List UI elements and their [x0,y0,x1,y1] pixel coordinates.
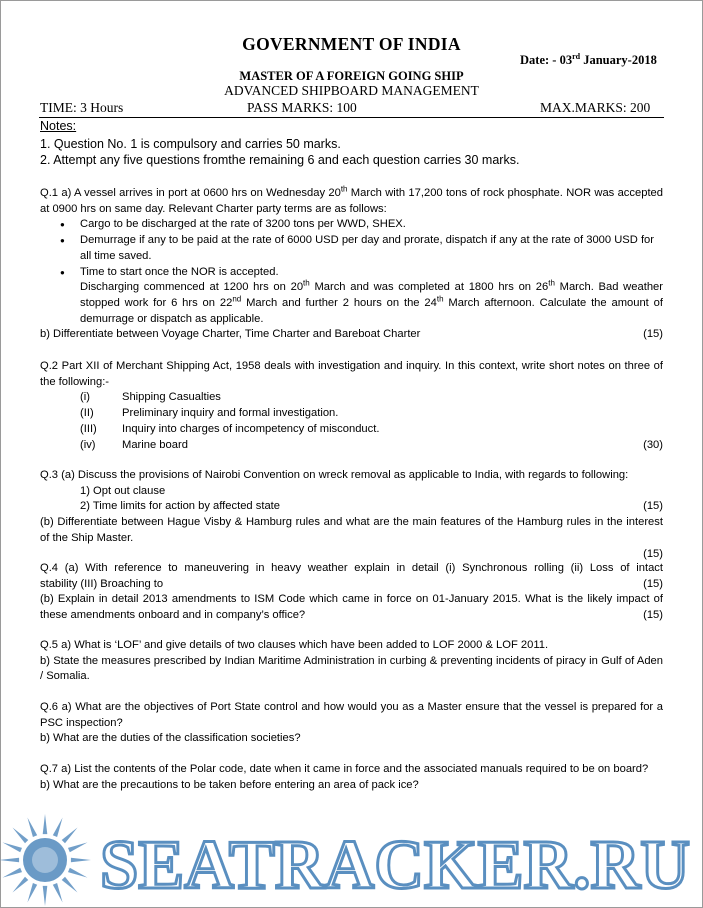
pass-marks: PASS MARKS: 100 [247,100,357,115]
q3-part-a: Q.3 (a) Discuss the provisions of Nairobi Convention on wreck removal as applicable to India, with regards to following: [40,469,629,481]
exam-time: TIME: 3 Hours [40,100,124,115]
max-marks: MAX.MARKS: 200 [540,100,651,115]
q4-part-a: Q.4 (a) With reference to maneuvering in heavy weather explain in detail (i) Synchronous rolling (ii) Loss of intact [40,562,663,574]
marks: (15) [643,547,663,560]
q1-intro: Q.1 a) A vessel arrives in port at 0600 hrs on Wednesday 20th March with 17,200 tons of rock phosphate. NOR was accepted at 0900 hrs on same day. Relevant Charter party terms are as follows: [40,184,663,215]
q2-item: (II) Preliminary inquiry and formal investigation. [80,407,339,420]
q1-bullet: ● Time to start once the NOR is accepted. [40,265,663,281]
q6-part-b: b) What are the duties of the classification societies? [40,732,301,745]
q7-part-b: b) What are the precautions to be taken before entering an area of pack ice? [40,778,419,791]
marks: (15) [643,328,663,341]
marks: (15) [643,609,663,622]
question-1 [40,186,663,343]
header-divider [39,117,664,118]
q3-sub-item: 2) Time limits for action by affected state (15) [40,499,663,515]
q2-intro: Q.2 Part XII of Merchant Shipping Act, 1958 deals with investigation and inquiry. In this context, write short notes on three of the following:- [40,360,663,388]
exam-name: MASTER OF A FOREIGN GOING SHIP [239,69,464,83]
q2-item: (III) Inquiry into charges of incompetency of misconduct. [80,422,380,435]
q4-part-b: (b) Explain in detail 2013 amendments to ISM Code which came in force on 01-January 2015. What is the likely impact of [40,593,663,606]
question-7 [40,762,663,793]
q1-bullet: ● Cargo to be discharged at the rate of 3200 tons per WWD, SHEX. [40,217,663,233]
exam-subject: ADVANCED SHIPBOARD MANAGEMENT [224,83,479,98]
notes-heading: Notes: [40,119,77,133]
note-item: 1. Question No. 1 is compulsory and carries 50 marks. [40,137,341,151]
q1-bullet: ● Demurrage if any to be paid at the rate of 6000 USD per day and prorate, dispatch if any at the rate of 3000 USD for all time saved. [40,233,663,264]
q1-part-b: b) Differentiate between Voyage Charter, Time Charter and Bareboat Charter (15) [40,327,663,343]
question-5 [40,638,663,685]
q3-sub-item: 1) Opt out clause [80,484,166,497]
q5-part-b: b) State the measures prescribed by Indian Maritime Administration in curbing & preventing incidents of piracy in Gulf of Aden / Somalia. [40,654,663,683]
note-item: 2. Attempt any five questions fromthe remaining 6 and each question carries 30 marks. [40,153,520,167]
q3-part-b: (b) Differentiate between Hague Visby & Hamburg rules and what are the main features of the Hamburg rules in the interest of the Ship Master. [40,516,663,544]
question-3 [40,468,663,562]
question-2 [40,359,663,453]
q4-part-b-cont: these amendments onboard and in company’s office? (15) [40,608,663,624]
q4-part-a-cont: stability (III) Broaching to (15) [40,577,663,593]
watermark-text: SEATRACKER.RU [100,827,690,904]
page-title: GOVERNMENT OF INDIA [242,34,461,54]
marks: (30) [643,438,663,451]
exam-date: Date: - 03rd January-2018 [520,51,657,67]
marks: (15) [643,500,663,513]
seatracker-watermark [0,800,703,908]
marks: (15) [643,577,663,590]
q2-item: (iv) Marine board (30) [40,438,663,454]
q6-part-a: Q.6 a) What are the objectives of Port State control and how would you as a Master ensure that the vessel is prepared for a PSC inspection? [40,701,663,729]
question-4 [40,561,663,624]
q7-part-a: Q.7 a) List the contents of the Polar code, date when it came in force and the associated manuals required to be on board? [40,763,649,775]
sun-logo-icon [0,814,91,906]
q5-part-a: Q.5 a) What is ‘LOF’ and give details of two clauses which have been added to LOF 2000 & LOF 2011. [40,639,549,651]
q2-item: (i) Shipping Casualties [80,391,221,404]
question-6 [40,700,663,747]
q1-discharge-details: Discharging commenced at 1200 hrs on 20th March and was completed at 1800 hrs on 26th March. Bad weather stopped work for 6 hrs on 22nd March and further 2 hours on the 24th March afternoon. Calculate the amount of demurrage or dispatch as applicable. [80,278,663,325]
